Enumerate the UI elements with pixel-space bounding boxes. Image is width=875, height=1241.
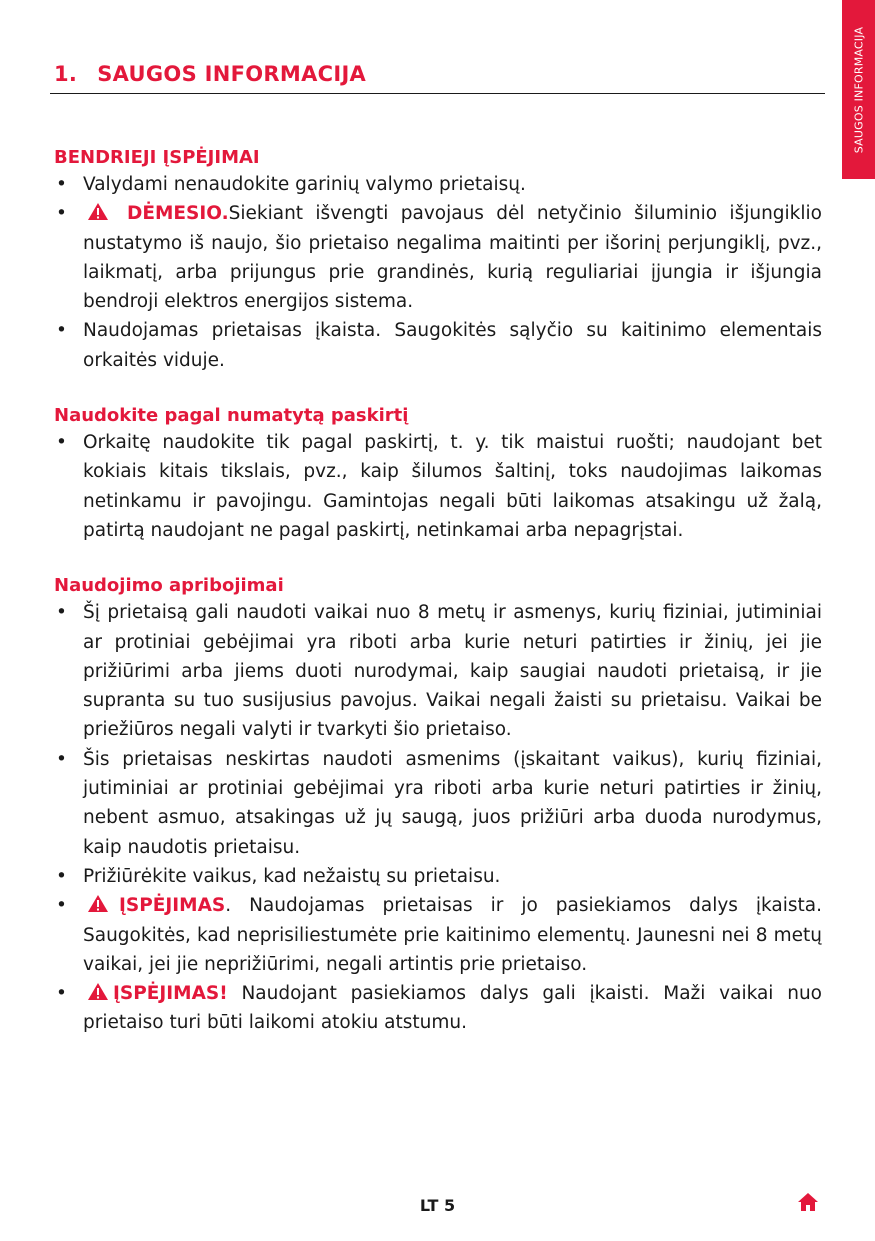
- bullet-list: [54, 598, 822, 1037]
- list-item: • DĖMESIO.Siekiant išvengti pavojaus dėl netyčinio šiluminio išjungiklio nustatymo iš naujo, šio prietaiso negalima maitinti per išorinį perjungiklį, pvz., laikmatį, arba prijungus prie grandinės, kurią reguliariai įjungia ir išjungia bendroji elektros energijos sistema.: [54, 199, 822, 316]
- bullet-list: [54, 428, 822, 545]
- list-item: • Šis prietaisas neskirtas naudoti asmenims (įskaitant vaikus), kurių fiziniai, jutiminiai ar protiniai gebėjimai yra riboti arba kurie neturi patirties ir žinių, nebent asmuo, atsakingas už jų saugą, juos prižiūri arba duoda nurodymus, kaip naudotis prietaisu.: [54, 745, 822, 862]
- title-divider: [50, 93, 825, 94]
- warning-label: DĖMESIO.: [127, 203, 229, 225]
- section-intended-use: [54, 404, 822, 545]
- list-item: • Šį prietaisą gali naudoti vaikai nuo 8 metų ir asmenys, kurių fiziniai, jutiminiai ar protiniai gebėjimai yra riboti arba kurie neturi patirties ir žinių, jei jie prižiūrimi arba jiems duoti nurodymai, kaip saugiai naudoti prietaisą, ir jie supranta su tuo susijusius pavojus. Vaikai negali žaisti su prietaisu. Vaikai be priežiūros negali valyti ir tvarkyti šio prietaiso.: [54, 598, 822, 744]
- chapter-title-text: SAUGOS INFORMACIJA: [97, 62, 367, 86]
- warning-icon: [87, 202, 109, 221]
- warning-icon: [87, 894, 109, 913]
- bullet-list: [54, 170, 822, 375]
- section-heading: BENDRIEJI ĮSPĖJIMAI: [54, 147, 260, 168]
- home-icon[interactable]: [797, 1192, 819, 1212]
- warning-label: ĮSPĖJIMAS: [119, 895, 226, 917]
- list-item: • ĮSPĖJIMAS. Naudojamas prietaisas ir jo pasiekiamos dalys įkaista. Saugokitės, kad neprisiliestumėte prie kaitinimo elementų. Jaunesni nei 8 metų vaikai, jei jie neprižiūrimi, negali artintis prie prietaiso.: [54, 891, 822, 979]
- chapter-number: 1.: [54, 62, 78, 86]
- list-item: • Prižiūrėkite vaikus, kad nežaistų su prietaisu.: [54, 862, 822, 891]
- page-number: LT 5: [419, 1196, 456, 1215]
- list-item: • ĮSPĖJIMAS! Naudojant pasiekiamos dalys gali įkaisti. Maži vaikai nuo prietaiso turi būti laikomi atokiu atstumu.: [54, 979, 822, 1038]
- side-tab-label: SAUGOS INFORMACIJA: [852, 26, 865, 153]
- section-general-warnings: [54, 146, 822, 375]
- list-item: • Naudojamas prietaisas įkaista. Saugokitės sąlyčio su kaitinimo elementais orkaitės viduje.: [54, 316, 822, 375]
- side-tab[interactable]: [842, 0, 875, 179]
- warning-label: ĮSPĖJIMAS!: [113, 983, 228, 1005]
- section-heading: Naudojimo apribojimai: [54, 575, 284, 597]
- page-content: [54, 146, 822, 1038]
- chapter-title: [54, 62, 366, 86]
- warning-icon: [87, 982, 109, 1001]
- section-usage-restrictions: [54, 574, 822, 1037]
- list-item: • Orkaitę naudokite tik pagal paskirtį, t. y. tik maistui ruošti; naudojant bet kokiais kitais tikslais, pvz., kaip šilumos šaltinį, toks naudojimas laikomas netinkamu ir pavojingu. Gamintojas negali būti laikomas atsakingu už žalą, patirtą naudojant ne pagal paskirtį, netinkamai arba nepagrįstai.: [54, 428, 822, 545]
- list-item: • Valydami nenaudokite garinių valymo prietaisų.: [54, 170, 822, 199]
- section-heading: Naudokite pagal numatytą paskirtį: [54, 405, 409, 427]
